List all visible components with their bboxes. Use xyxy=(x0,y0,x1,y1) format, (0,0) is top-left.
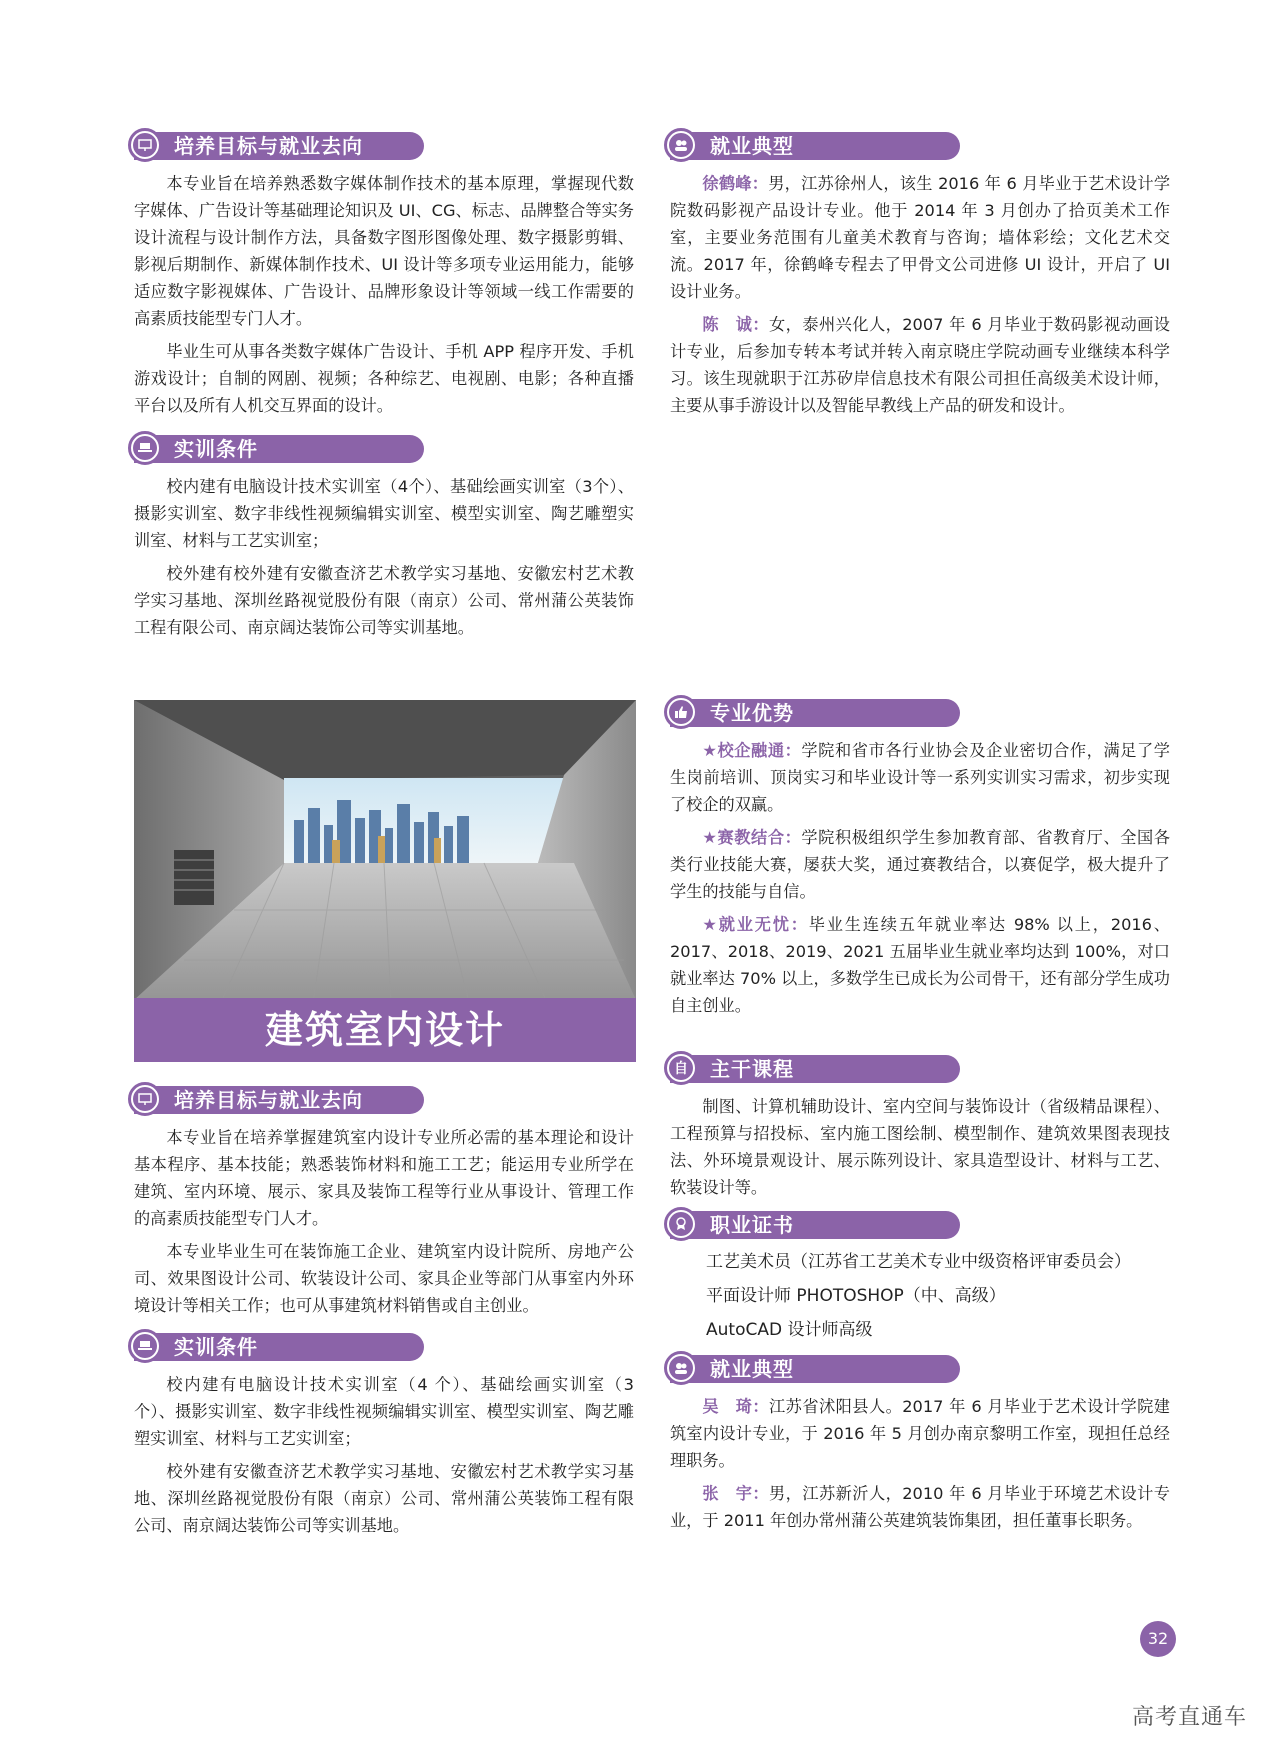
architecture-advantages-heading: 专业优势 xyxy=(670,695,1170,731)
page-number: 32 xyxy=(1140,1621,1176,1657)
architecture-goal-heading: 培养目标与就业去向 xyxy=(134,1082,634,1118)
architecture-right-column xyxy=(670,695,1170,1540)
architecture-hero-image xyxy=(134,700,636,1062)
presentation-icon xyxy=(133,133,157,157)
digital-goal-paragraph-1: 本专业旨在培养熟悉数字媒体制作技术的基本原理，掌握现代数字媒体、广告设计等基础理论知识及 UI、CG、标志、品牌整合等实务设计流程与设计制作方法，具备数字图形图像处理、数字摄影剪辑、影视后期制作、新媒体制作技术、UI 设计等多项专业运用能力，能够适应数字影视媒体、广告设计、品牌形象设计等领域一线工作需要的高素质技能型专门人才。 xyxy=(134,174,634,328)
architecture-training-paragraph-1: 校内建有电脑设计技术实训室（4 个）、基础绘画实训室（3 个）、摄影实训室、数字非线性视频编辑实训室、模型实训室、陶艺雕塑实训室、材料与工艺实训室； xyxy=(134,1375,634,1448)
digital-left-column xyxy=(134,128,634,647)
digital-case-2: 陈 诚：女，泰州兴化人，2007 年 6 月毕业于数码影视动画设计专业，后参加专转本考试并转入南京晓庄学院动画专业继续本科学习。该生现就职于江苏矽岸信息技术有限公司担任高级美术设计师，主要从事手游设计以及智能早教线上产品的研发和设计。 xyxy=(670,315,1170,415)
digital-case-1: 徐鹤峰：男，江苏徐州人，该生 2016 年 6 月毕业于艺术设计学院数码影视产品设计专业。他于 2014 年 3 月创办了拾页美术工作室，主要业务范围有儿童美术教育与咨询；墙体彩绘；文化艺术交流。2017 年，徐鹤峰专程去了甲骨文公司进修 UI 设计，开启了 UI 设计业务。 xyxy=(670,174,1171,301)
people-icon xyxy=(669,1356,693,1380)
architecture-left-column xyxy=(134,1082,634,1545)
architecture-training-heading: 实训条件 xyxy=(134,1329,634,1365)
architecture-goal-paragraph-1: 本专业旨在培养掌握建筑室内设计专业所必需的基本理论和设计基本程序、基本技能；熟悉装饰材料和施工工艺；能运用专业所学在建筑、室内环境、展示、家具及装饰工程等行业从事设计、管理工作的高素质技能型专门人才。 xyxy=(134,1128,634,1228)
architecture-hero-title: 建筑室内设计 xyxy=(134,998,636,1062)
digital-goal-heading: 培养目标与就业去向 xyxy=(134,128,634,164)
digital-goal-paragraph-2: 毕业生可从事各类数字媒体广告设计、手机 APP 程序开发、手机游戏设计；自制的网剧、视频；各种综艺、电视剧、电影；各种直播平台以及所有人机交互界面的设计。 xyxy=(134,342,634,415)
advantage-3: ★就业无忧：毕业生连续五年就业率达 98% 以上，2016、2017、2018、2019、2021 五届毕业生就业率均达到 100%，对口就业率达 70% 以上，多数学生已成长为公司骨干，还有部分学生成功自主创业。 xyxy=(670,915,1170,1015)
digital-training-paragraph-2: 校外建有校外建有安徽查济艺术教学实习基地、安徽宏村艺术教学实习基地、深圳丝路视觉股份有限（南京）公司、常州蒲公英装饰工程有限公司、南京阔达装饰公司等实训基地。 xyxy=(134,564,634,637)
advantage-1: ★校企融通：学院和省市各行业协会及企业密切合作，满足了学生岗前培训、顶岗实习和毕业设计等一系列实训实习需求，初步实现了校企的双赢。 xyxy=(670,741,1170,814)
footer-brand: 高考直通车 xyxy=(1132,1705,1248,1730)
certificate-1: 工艺美术员（江苏省工艺美术专业中级资格评审委员会） xyxy=(706,1252,1131,1272)
architecture-cases-heading: 就业典型 xyxy=(670,1351,1170,1387)
thumbs-up-icon xyxy=(669,700,693,724)
self-study-icon: 自 xyxy=(669,1056,693,1080)
people-icon xyxy=(669,133,693,157)
advantage-2: ★赛教结合：学院积极组织学生参加教育部、省教育厅、全国各类行业技能大赛，屡获大奖，通过赛教结合，以赛促学，极大提升了学生的技能与自信。 xyxy=(670,828,1170,901)
architecture-training-paragraph-2: 校外建有安徽查济艺术教学实习基地、安徽宏村艺术教学实习基地、深圳丝路视觉股份有限（南京）公司、常州蒲公英装饰工程有限公司、南京阔达装饰公司等实训基地。 xyxy=(134,1462,634,1535)
digital-training-paragraph-1: 校内建有电脑设计技术实训室（4个）、基础绘画实训室（3个）、摄影实训室、数字非线性视频编辑实训室、模型实训室、陶艺雕塑实训室、材料与工艺实训室； xyxy=(134,477,634,550)
digital-cases-heading: 就业典型 xyxy=(670,128,1170,164)
architecture-case-1: 吴 琦：江苏省沭阳县人。2017 年 6 月毕业于艺术设计学院建筑室内设计专业，于 2016 年 5 月创办南京黎明工作室，现担任总经理职务。 xyxy=(670,1397,1170,1470)
architecture-case-2: 张 宇：男，江苏新沂人，2010 年 6 月毕业于环境艺术设计专业，于 2011 年创办常州蒲公英建筑装饰集团，担任董事长职务。 xyxy=(670,1484,1170,1530)
architecture-certificates-heading: 职业证书 xyxy=(670,1207,1170,1243)
workstation-icon xyxy=(133,436,157,460)
architecture-courses-text: 制图、计算机辅助设计、室内空间与装饰设计（省级精品课程）、工程预算与招投标、室内施工图绘制、模型制作、建筑效果图表现技法、外环境景观设计、展示陈列设计、家具造型设计、材料与工艺、软装设计等。 xyxy=(670,1097,1170,1197)
certificate-3: AutoCAD 设计师高级 xyxy=(706,1320,873,1340)
architecture-courses-heading: 自 主干课程 xyxy=(670,1051,1170,1087)
medal-icon xyxy=(669,1212,693,1236)
architecture-goal-paragraph-2: 本专业毕业生可在装饰施工企业、建筑室内设计院所、房地产公司、效果图设计公司、软装设计公司、家具企业等部门从事室内外环境设计等相关工作；也可从事建筑材料销售或自主创业。 xyxy=(134,1242,634,1315)
presentation-icon xyxy=(133,1087,157,1111)
digital-training-heading: 实训条件 xyxy=(134,431,634,467)
certificate-2: 平面设计师 PHOTOSHOP（中、高级） xyxy=(706,1286,1006,1306)
digital-right-column xyxy=(670,128,1170,425)
workstation-icon xyxy=(133,1334,157,1358)
